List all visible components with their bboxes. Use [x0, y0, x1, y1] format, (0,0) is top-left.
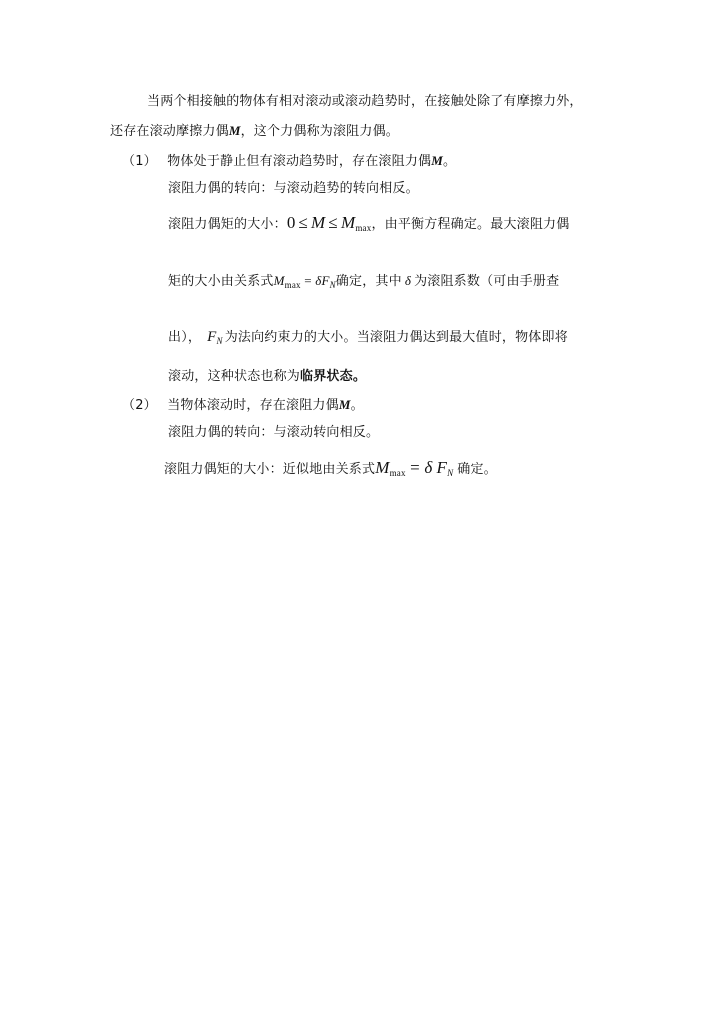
- subscript-n: N: [447, 468, 454, 478]
- text: 当两个相接触的物体有相对滚动或滚动趋势时，在接触处除了有摩擦力外，: [147, 94, 583, 109]
- text: 。: [350, 398, 364, 413]
- text: 滚动，这种状态也称为: [168, 369, 301, 384]
- subscript-max: max: [284, 280, 301, 290]
- text: 确定。: [457, 462, 497, 477]
- symbol-m: M: [311, 213, 326, 232]
- subscript-max: max: [355, 223, 372, 233]
- symbol-m: M: [228, 123, 241, 138]
- subscript-n: N: [216, 336, 223, 346]
- case-1-normal-force: [168, 327, 568, 351]
- text: 滚阻力偶矩的大小：: [168, 217, 287, 232]
- text: 还存在滚动摩擦力偶: [110, 124, 229, 139]
- symbol-m: M: [338, 397, 351, 412]
- text: 滚阻力偶的转向：与滚动转向相反。: [168, 425, 380, 440]
- text: 确定，其中: [335, 274, 402, 289]
- equals-sign: =: [300, 273, 316, 288]
- text: ，这个力偶称为滚阻力偶。: [240, 124, 399, 139]
- text: 滚阻力偶矩的大小：近似地由关系式: [164, 462, 376, 477]
- case-1-label: （1）: [122, 154, 157, 169]
- paragraph-1-line-1: [147, 92, 583, 112]
- case-2-magnitude: [164, 458, 497, 483]
- text: 滚阻力偶的转向：与滚动趋势的转向相反。: [168, 181, 419, 196]
- symbol-m-max: M: [375, 458, 390, 477]
- case-1-direction: [168, 179, 419, 199]
- text: 出），: [168, 330, 202, 345]
- ineq-le: ≤: [298, 213, 309, 232]
- ineq-le: ≤: [328, 213, 338, 232]
- symbol-delta: δ: [424, 458, 433, 477]
- subscript-max: max: [389, 468, 406, 478]
- ineq-zero: 0: [286, 213, 296, 232]
- text: 物体处于静止但有滚动趋势时，存在滚阻力偶: [167, 154, 432, 169]
- paragraph-1-line-2: [110, 121, 399, 142]
- case-1-critical-state: [168, 367, 366, 387]
- text: 当物体滚动时，存在滚阻力偶: [167, 398, 339, 413]
- text: 。: [443, 154, 457, 169]
- case-1-relation: [168, 271, 559, 295]
- case-1-heading: [122, 151, 456, 172]
- text: ，由平衡方程确定。最大滚阻力偶: [371, 217, 570, 232]
- text: 矩的大小由关系式: [168, 274, 274, 289]
- case-2-heading: [122, 395, 364, 416]
- text: 为法向约束力的大小。当滚阻力偶达到最大值时，物体即将: [224, 330, 568, 345]
- subscript-n: N: [329, 280, 336, 290]
- case-2-direction: [168, 423, 379, 443]
- symbol-m: M: [431, 153, 443, 168]
- symbol-f: F: [436, 458, 448, 477]
- symbol-delta: δ: [404, 273, 412, 288]
- symbol-m-max: M: [340, 213, 356, 232]
- symbol-f: F: [207, 329, 217, 345]
- equals-sign: =: [405, 458, 425, 477]
- critical-state-term: 临界状态。: [300, 369, 367, 384]
- case-2-label: （2）: [122, 398, 157, 413]
- text: 为滚阻系数（可由手册查: [414, 274, 560, 289]
- symbol-delta: δ: [315, 273, 322, 288]
- case-1-magnitude: [168, 213, 569, 238]
- symbol-m-max: M: [273, 273, 285, 288]
- symbol-f: F: [321, 273, 330, 288]
